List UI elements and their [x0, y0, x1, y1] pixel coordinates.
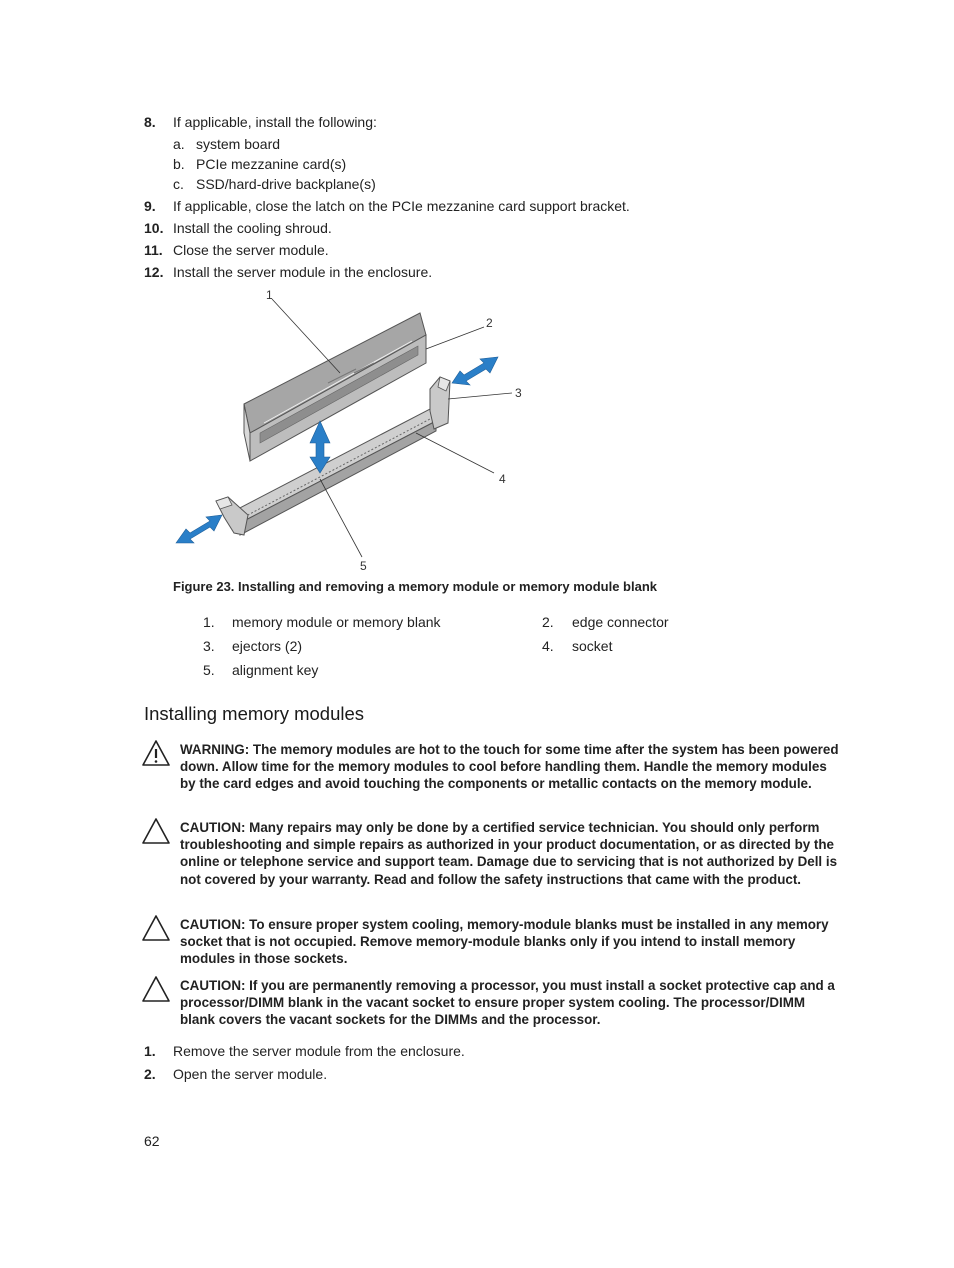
legend-number: 5. [203, 662, 215, 678]
substep-text: system board [196, 136, 281, 152]
step-number: 2. [144, 1066, 156, 1082]
callout-4: 4 [499, 472, 506, 486]
step-number: 11. [144, 242, 163, 258]
callout-5: 5 [360, 559, 367, 573]
step-number: 1. [144, 1043, 156, 1059]
callout-1: 1 [266, 288, 273, 302]
step-number: 12. [144, 264, 164, 280]
caution-icon [141, 975, 171, 1003]
legend-number: 2. [542, 614, 554, 630]
figure-caption: Figure 23. Installing and removing a memory module or memory module blank [173, 579, 657, 594]
page-number: 62 [144, 1133, 160, 1149]
caution-icon [141, 914, 171, 942]
legend-text: alignment key [232, 662, 319, 678]
legend-text: edge connector [572, 614, 669, 630]
step-text: Close the server module. [173, 242, 329, 258]
step-number: 9. [144, 198, 156, 214]
legend-number: 4. [542, 638, 554, 654]
legend-text: ejectors (2) [232, 638, 303, 654]
warning-icon [141, 739, 171, 767]
step-text: Remove the server module from the enclosure. [173, 1043, 465, 1059]
caution-icon [141, 817, 171, 845]
ejector-right [430, 377, 450, 429]
substep-letter: c. [173, 176, 184, 192]
callout-2: 2 [486, 316, 493, 330]
step-text: If applicable, close the latch on the PCIe mezzanine card support bracket. [173, 198, 630, 214]
step-text: If applicable, install the following: [173, 114, 377, 130]
legend-number: 1. [203, 614, 215, 630]
notice-text: CAUTION: To ensure proper system cooling, memory-module blanks must be installed in any memory socket that is not occupied. Remove memory-module blanks only if you intend to install memory modules in those sockets. [180, 917, 829, 967]
step-text: Open the server module. [173, 1066, 328, 1082]
legend-text: socket [572, 638, 613, 654]
substep-letter: b. [173, 156, 185, 172]
arrow-ejector-right-icon [452, 357, 498, 385]
notice-text: CAUTION: Many repairs may only be done by a certified service technician. You should only perform troubleshooting and simple repairs as authorized in your product documentation, or as directed by the online or telephone service and support team. Damage due to servicing that is not authorized by Dell is not covered by your warranty. Read and follow the safety instructions that came with the product. [180, 820, 838, 887]
legend-text: memory module or memory blank [232, 614, 441, 630]
section-title: Installing memory modules [144, 703, 365, 724]
notice-text: CAUTION: If you are permanently removing a processor, you must install a socket protective cap and a processor/DIMM blank in the vacant socket to ensure proper system cooling. The processor/DIMM blank covers the vacant sockets for the DIMMs and the processor. [180, 978, 835, 1028]
substep-text: PCIe mezzanine card(s) [196, 156, 347, 172]
notice-text: WARNING: The memory modules are hot to the touch for some time after the system has been powered down. Allow time for the memory modules to cool before handling them. Handle the memory modules by the card edges and avoid touching the components or metallic contacts on the memory module. [180, 742, 839, 792]
step-text: Install the server module in the enclosure. [173, 264, 433, 280]
step-number: 8. [144, 114, 156, 130]
arrow-ejector-left-icon [176, 515, 222, 543]
step-number: 10. [144, 220, 164, 236]
memory-module-illustration [168, 283, 548, 575]
substep-letter: a. [173, 136, 185, 152]
substep-text: SSD/hard-drive backplane(s) [196, 176, 376, 192]
step-text: Install the cooling shroud. [173, 220, 332, 236]
callout-3: 3 [515, 386, 522, 400]
legend-number: 3. [203, 638, 215, 654]
